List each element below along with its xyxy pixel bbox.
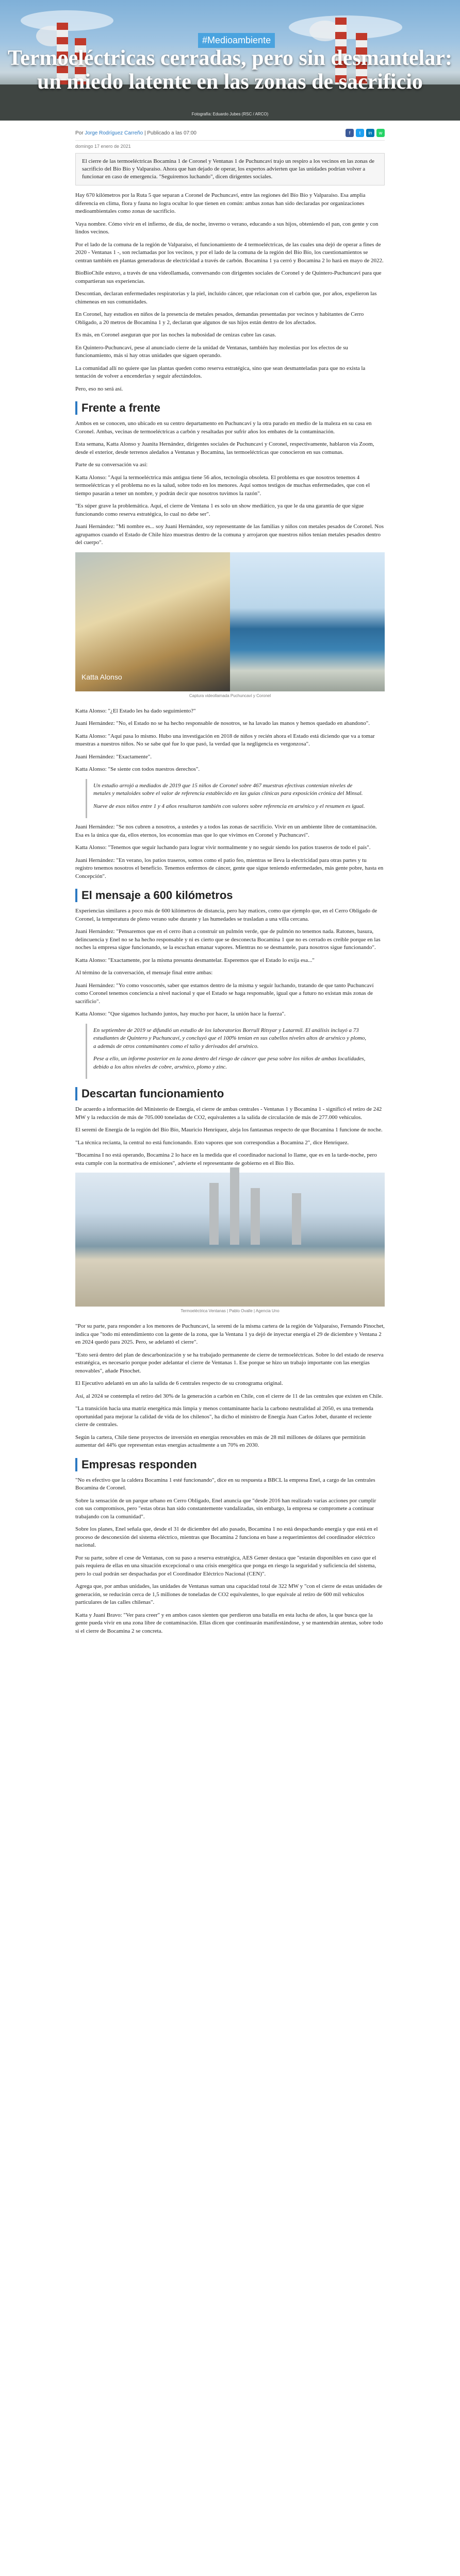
photo-image — [75, 1173, 385, 1307]
paragraph: Juani Hernández: "Se nos cubren a nosotros, a ustedes y a todos las zonas de sacrificio. Vivir en un ambiente libre de contaminación. Esa es la única que da, ellos eternos, los economías mas que lo que vivimos en Coronel y Puchuncaví". — [75, 824, 377, 838]
paragraph: Pero, eso no será así. — [75, 385, 123, 392]
paragraph: Hay 670 kilómetros por la Ruta 5 que separan a Coronel de Puchuncaví, entre las regiones del Bío Bío y Valparaíso. Esa amplia diferencia en clima, flora y fauna no logra ocultar lo que tienen en común: ambas zonas han sido declaradas por organizaciones medioambientales como zonas de sacrificio. — [75, 192, 366, 214]
paragraph: Descontian, declaran enfermedades respiratorias y la piel, incluido cáncer, que relacionan con el carbón que, por años, expelieron las chimeneas en sus comunidades. — [75, 291, 377, 305]
paragraph: Katta Alonso: "Que sigamos luchando juntos, hay mucho por hacer, la unión hace la fuerza". — [75, 1011, 286, 1017]
chimney-shape — [251, 1188, 260, 1245]
byline-prefix: Por — [75, 130, 84, 136]
paragraph: Agrega que, por ambas unidades, las unidades de Ventanas suman una capacidad total de 322 MW y "con el cierre de estas unidades de generación, se reducirán cerca de 1,5 millones de toneladas de CO2 equivalentes, lo que equivale al retiro de 600 mil vehículos particulares de las calles chilenas". — [75, 1583, 383, 1605]
paragraph: Vaya nombre. Cómo vivir en el infierno, de día, de noche, inverno o verano, educando a sus hijos, obteniendo el pan, con gente y con lindos vecinos. — [75, 221, 379, 235]
paragraph: Al término de la conversación, el mensaje final entre ambas: — [75, 970, 213, 976]
chimney-shape — [230, 1167, 239, 1245]
photo-caption: Captura videollamada Puchuncaví y Coronel — [189, 693, 271, 698]
paragraph: Por el lado de la comuna de la región de Valparaíso, el funcionamiento de 4 termoeléctricas, de las cuales una dejó de operar a fines de 2020 - Ventanas 1 -, son reclamadas por los vecinos, y por el lado de la comuna de la región del Bío Bío, los cuestionamientos se centran también en plantas generadoras de electricidad a través de carbón. Bocamina 1 ya cerró y Bocamina 2 lo hará en mayo de 2022. — [75, 241, 384, 264]
paragraph: "Es súper grave la problemática. Aquí, el cierre de Ventana 1 es solo un show mediático, ya que le da una garantía de que sigue funcionando como reserva estratégica, lo cual no debe ser". — [75, 503, 364, 517]
paragraph: Juani Hernández: "Pensaremos que en el cerro iban a construir un pulmón verde, que de pulmón no tenemos nada. Ratones, basura, delincuencia y Enel no se ha hecho responsable y ni es cierto que se desconecta Bocamina 1 que no es cerrado es creíble porque en las noches la empresa sigue funcionando, se la escuchan emanar vapores. Mientras no se desmantele, para nosotros sigue funcionando". — [75, 928, 381, 951]
paragraph: De acuerdo a información del Ministerio de Energía, el cierre de ambas centrales - Ventanas 1 y Bocamina 1 - significó el retiro de 242 MW y la reducción de más de 705.000 toneladas de CO2, equivalentes a la salida de circulación de más de 277.000 vehículos. — [75, 1106, 382, 1121]
photo-plant — [75, 1173, 385, 1315]
quote-paragraph: Un estudio arrojó a mediados de 2019 que 15 niños de Coronel sobre 467 muestras efectivas contenían niveles de metales y metaloides sobre el valor de referencia establecido en las guías clínicas para exposición crónica del Minsal. — [93, 782, 363, 796]
paragraph: Es más, en Coronel aseguran que por las noches la nubosidad de cenizas cubre las casas. — [75, 332, 276, 338]
byline — [75, 126, 385, 141]
author-link[interactable]: Jorge Rodríguez Carreño — [85, 130, 143, 136]
linkedin-icon[interactable]: in — [366, 129, 374, 137]
paragraph: BioBioChile estuvo, a través de una videollamada, conversando con dirigentes sociales de Coronel y de Quintero-Puchuncaví para que compartieran sus experiencias. — [75, 270, 382, 284]
paragraph: Katta Alonso: "Se siente con todos nuestros derechos". — [75, 766, 200, 772]
paragraph: El seremi de Energía de la región del Bío Bío, Mauricio Henríquez, aleja los fantasmas respecto de que Bocamina 1 funcione de noche. — [75, 1127, 383, 1133]
article-content — [75, 121, 385, 1655]
photo-credit: Fotografía: Eduardo Jubes (RSC / ARCO) — [191, 112, 269, 116]
paragraph: Así, al 2024 se contempla el retiro del 30% de la generación a carbón en Chile, con el cierre de 11 de las centrales que existen en Chile. — [75, 1393, 383, 1399]
whatsapp-icon[interactable]: w — [376, 129, 385, 137]
article-date: domingo 17 enero de 2021 — [75, 144, 131, 149]
paragraph: Katta Alonso: "Exactamente, por la misma presunta desmantelar. Esperemos que el Estado lo exija esa..." — [75, 957, 315, 963]
paragraph: "La transición hacia una matriz energética más limpia y menos contaminante hacia la carbono neutralidad al 2050, es una tremenda oportunidad para mejorar la calidad de vida de los chilenos", ha dicho el ministro de Energía Juan Carlos Jobet, durante el reciente cierre de centrales. — [75, 1405, 373, 1428]
blockquote — [86, 1024, 374, 1079]
section-heading: Empresas responden — [75, 1458, 385, 1471]
paragraph: Experiencias similares a poco más de 600 kilómetros de distancia, pero hay matices, como que ejemplo que, en el Cerro Obligado de Coronel, la temperatura de pleno verano sube durante y las humedades se trasladan a una villa cercana. — [75, 908, 377, 922]
twitter-icon[interactable]: t — [356, 129, 364, 137]
photo-label: Katta Alonso — [81, 672, 122, 681]
paragraph: "Por su parte, para responder a los menores de Puchuncaví, la seremi de la misma cartera de la región de Valparaíso, Fernando Pinochet, indica que "todo mi entendimiento con la gente de la zona, que la Ventana 1 ya dejó de inyectar energía el 29 de diciembre y Ventana 2 en 2024 quedó para 2025. Pero, se adelantó el cierre". — [75, 1323, 385, 1345]
photo-videocall — [75, 552, 385, 700]
paragraph: El Ejecutivo adelantó en un año la salida de 6 centrales respecto de su cronograma original. — [75, 1380, 283, 1386]
hero-banner — [0, 0, 460, 121]
paragraph: Juani Hernández: "Exactamente". — [75, 753, 152, 760]
quote-paragraph: Nueve de esos niños entre 1 y 4 años resultaron también con valores sobre referencia en arsénico y el resumen es igual. — [93, 803, 365, 809]
section-heading: Frente a frente — [75, 401, 385, 415]
published-time: Publicado a las 07:00 — [147, 130, 196, 136]
photo-left-panel — [75, 552, 230, 691]
paragraph: Juani Hernández: "No, el Estado no se ha hecho responsable de nosotros, se ha lavado las manos y hemos quedado en abandono". — [75, 720, 370, 726]
paragraph: En Quintero-Puchuncaví, pese al anunciado cierre de la unidad de Ventanas, también hay molestias por los efectos de su funcionamiento, más si hay otras unidades que siguen operando. — [75, 344, 348, 359]
author-line: Por Jorge Rodríguez Carreño | Publicado a las 07:00 — [75, 130, 196, 136]
paragraph: Según la cartera, Chile tiene proyectos de inversión en energías renovables en más de 28 mil millones de dólares que permitirán aumentar del 44% que representan estas energías actualmente a un 70% en 2030. — [75, 1434, 366, 1448]
paragraph: Katta Alonso: "¿El Estado les ha dado seguimiento?" — [75, 707, 196, 714]
paragraph: Ambos en se conocen, uno ubicado en su centro departamento en Puchuncaví y la otra parado en medio de la maleza en su casa en Coronel. Ambas, vecinas de termoeléctricas a carbón y resaltadas por sufrir años los embates de la contaminación. — [75, 420, 372, 435]
paragraph: "La técnica recianta, la central no está funcionando. Esto vapores que son correspondías a Bocamina 2", dice Henríquez. — [75, 1139, 349, 1146]
paragraph: Juani Hernández: "Yo como vosocortés, saber que estamos dentro de la misma y seguir luchando, tratando de que tanto Puchuncaví como Coronel tenemos conciencia a nivel nacional y que el Estado se haga responsable, igual que a futuro no existan más zonas de sacrificio". — [75, 982, 374, 1005]
paragraph: Katta Alonso: "Tenemos que seguir luchando para lograr vivir normalmente y no seguir siendo los patios traseros de todo el país". — [75, 844, 371, 851]
quote-paragraph: Pese a ello, un informe posterior en la zona dentro del riesgo de cáncer que pesa sobre los niños de ambas localidades, debido a los altos niveles de cobre, arsénico, plomo y zinc. — [93, 1056, 366, 1070]
photo-image — [75, 552, 385, 691]
paragraph: "No es efectivo que la caldera Bocamina 1 esté funcionando", dice en su respuesta a BBCL la empresa Enel, a cargo de las centrales Bocamina de Coronel. — [75, 1477, 375, 1491]
paragraph: Katta y Juani Bravo: "Ver para creer" y en ambos casos sienten que perdieron una batalla en esta lucha de años, la que busca que la gente pueda vivir en una zona libre de contaminación. Ellas dicen que continuarán manifestándose, y se mantendrán atentas, sobre todo si el cierre de Bocamina 2 se concreta. — [75, 1612, 383, 1634]
paragraph: Juani Hernández: "Mi nombre es... soy Juani Hernández, soy representante de las familias y niños con metales pesados de Coronel. Nos agrupamos cuando el Estado de Chile hizo muestras dentro de la comuna y arrojaron que nuestros niños tenían metales pesados dentro del cuerpo". — [75, 523, 384, 546]
lead-box: El cierre de las termoeléctricas Bocamina 1 de Coronel y Ventanas 1 de Puchuncaví trajo un respiro a los vecinos en las zonas de sacrificio del Bío Bío y Valparaíso. Ahora que han dejado de operar, los expertos advierten que las unidades podrían volver a funcionar en caso de emergencia. "Seguiremos luchando", dicen dirigentes sociales. — [75, 153, 385, 185]
quote-paragraph: En septiembre de 2019 se difundió un estudio de los laboratorios Borrull Ritsyar y Latarmil. El análisis incluyó a 73 estudiantes de Quintero y Puchuncaví, y concluyó que el 100% tenían en sus cabellos niveles altos de arsénico y plomo, a además de otros contaminantes como el talio y derivados del arsénico. — [93, 1027, 366, 1049]
paragraph: "Esto será dentro del plan de descarbonización y se ha trabajado permanente de cierre de termoeléctricas. Sobre lo del estado de reserva estratégica, es necesario porque poder adelantar el cierre de Ventanas 1. Ese porque se hizo un trabajo importante con las energías renovables", añade Pinochet. — [75, 1351, 384, 1374]
category-tag[interactable]: #Medioambiente — [198, 33, 275, 48]
paragraph: Por su parte, sobre el cese de Ventanas, con su paso a reserva estratégica, AES Gener destaca que "estarán disponibles en caso que el país requiera de ellas en una situación excepcional o una crisis energética que ponga en riesgo la seguridad y suficiencia del sistema, pero lo cual podrán ser despachadas por el Coordinador Eléctrico Nacional (CEN)". — [75, 1554, 376, 1577]
chimney-shape — [209, 1183, 219, 1245]
paragraph: Katta Alonso: "Aquí la termoeléctrica más antigua tiene 56 años, tecnología obsoleta. El problema es que nosotros tenemos 4 termoeléctricas y el problema no es la salud, sobre todo en los menores. Aquí somos testigos de muchas enfermedades, que con el tiempo pasarán a tener un nombre, y podrán decir que nosotros tuvimos la razón". — [75, 474, 370, 497]
section-heading: Descartan funcionamiento — [75, 1087, 385, 1100]
paragraph: Esta semana, Katta Alonso y Juanita Hernández, dirigentes sociales de Puchuncaví y Coronel, respectivamente, hablaron vía Zoom, desde el exterior, desde terrenos aledaños a Ventanas y Bocamina, las termoeléctricas que conocieron en sus comunas. — [75, 441, 374, 455]
paragraph: Katta Alonso: "Aquí pasa lo mismo. Hubo una investigación en 2018 de niños y recién ahora el Estado está diciendo que va a tomar muestras a nuestros niños. No se sabe qué fue lo que pasó, la verdad que la negligencia es vergonzosa". — [75, 733, 375, 747]
paragraph: Sobre la sensación de un parque urbano en Cerro Obligado, Enel anuncia que "desde 2016 han realizado varias acciones por cumplir con sus compromisos, pero "estas obras han sido constantemente vandalizadas, sin embargo, la empresa se compromete a continuar trabajando con la comunidad". — [75, 1497, 376, 1520]
photo-right-panel — [230, 552, 385, 691]
facebook-icon[interactable]: f — [346, 129, 354, 137]
paragraph: Juani Hernández: "En verano, los patios traseros, somos como el patio feo, mientras se lleva la electricidad para otras partes y tu registro tenemos nosotros el beneficio. Tenemos enfermos de cáncer, gente que sigue teniendo enfermedades, más gente pobre, hasta en Concepción". — [75, 857, 384, 879]
share-buttons — [346, 129, 385, 137]
paragraph: En Coronel, hay estudios en niños de la presencia de metales pesados, demandas presentadas por vecinos y habitantes de Cerro Obligado, a 20 metros de Bocamina 1 y 2, declaran que algunos de sus hijos están dentro de los afectados. — [75, 311, 364, 326]
paragraph: Sobre los planes, Enel señala que, desde el 31 de diciembre del año pasado, Bocamina 1 no está despachando energía y que está en el proceso de desconexión del sistema eléctrico, mientras que Bocamina 2 funciona en base a requerimientos del coordinador eléctrico nacional. — [75, 1526, 378, 1548]
paragraph: Parte de su conversación va así: — [75, 462, 148, 468]
section-heading: El mensaje a 600 kilómetros — [75, 889, 385, 902]
blockquote — [86, 779, 374, 819]
paragraph: "Bocamina I no está operando, Bocamina 2 lo hace en la medida que el coordinador nacional lo llame, que es en la tarde-noche, pero esta cumple con la normativa de emisiones", advierte el representante de gobierno en el Bío Bío. — [75, 1152, 377, 1166]
paragraph: La comunidad allí no quiere que las plantas queden como reserva estratégica, sino que sean desmanteladas para que no exista la tentación de volver a encenderlas y seguir afectándolos. — [75, 365, 366, 379]
photo-caption: Termoeléctrica Ventanas | Pablo Ovalle | Agencia Uno — [180, 1309, 280, 1313]
chimney-shape — [292, 1193, 301, 1245]
article-title: Termoeléctricas cerradas, pero sin desmantelar: un miedo latente en las zonas de sacrificio — [8, 46, 452, 94]
